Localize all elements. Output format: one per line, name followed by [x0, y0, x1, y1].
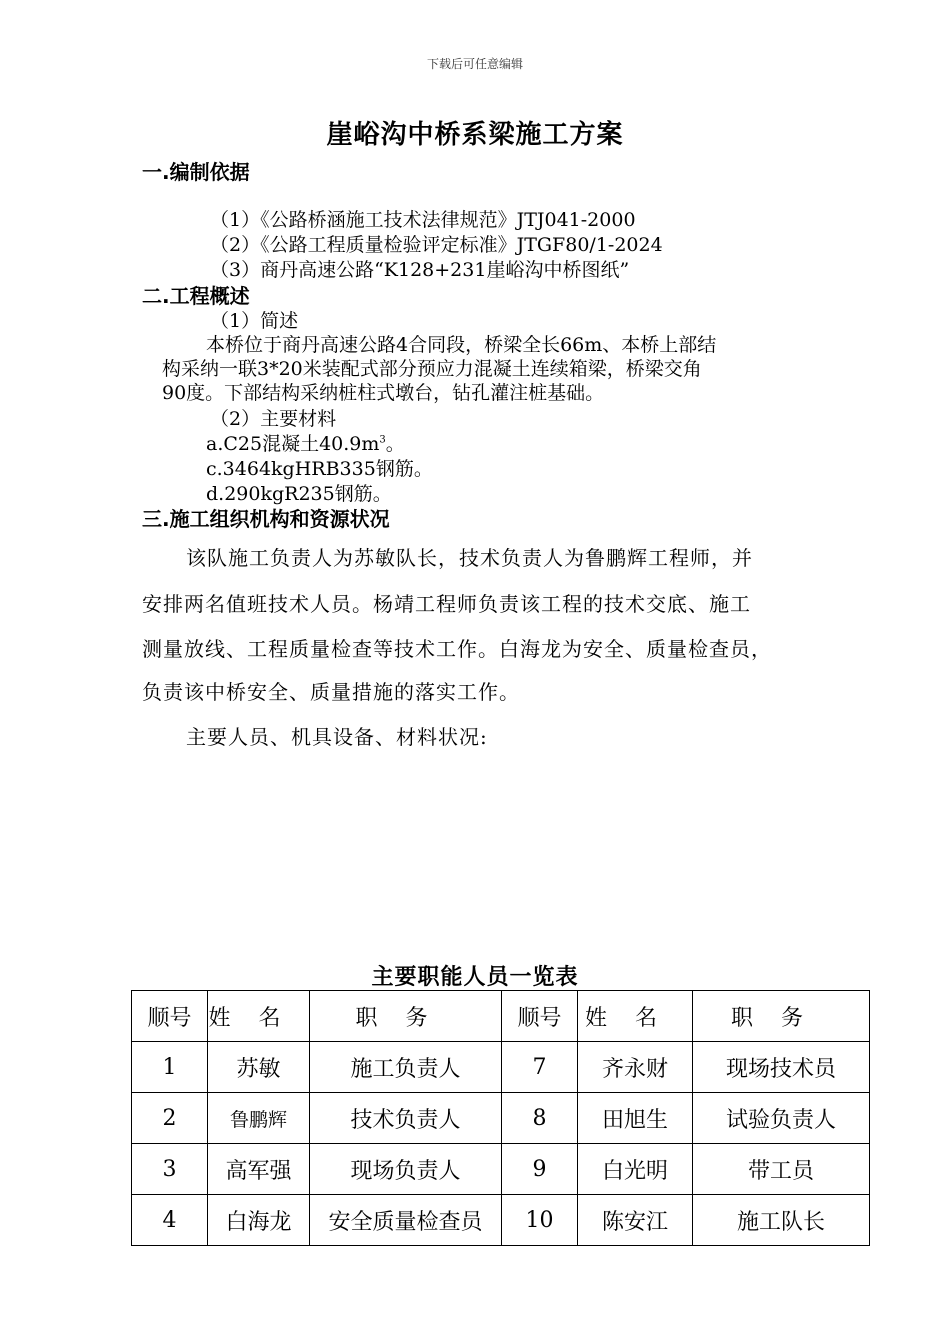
table-cell: 齐永财 [578, 1042, 693, 1093]
table-cell: 陈安江 [578, 1195, 693, 1246]
header-cell: 姓名 [578, 991, 693, 1042]
table-cell: 9 [502, 1144, 578, 1195]
section-heading-organization: 三.施工组织机构和资源状况 [142, 507, 390, 531]
table-cell: 高军强 [208, 1144, 310, 1195]
materials-subheading: （2）主要材料 [210, 408, 337, 430]
table-cell: 2 [132, 1093, 208, 1144]
table-cell: 现场负责人 [310, 1144, 502, 1195]
table-cell: 鲁鹏辉 [208, 1093, 310, 1144]
table-cell: 苏敏 [208, 1042, 310, 1093]
table-cell: 4 [132, 1195, 208, 1246]
basis-item: （2）《公路工程质量检验评定标准》JTGF80/1-2024 [210, 234, 663, 256]
header-cell: 姓名 [208, 991, 310, 1042]
staff-table-title: 主要职能人员一览表 [371, 964, 579, 990]
table-cell: 1 [132, 1042, 208, 1093]
header-cell: 职务 [310, 991, 502, 1042]
table-cell: 带工员 [693, 1144, 870, 1195]
header-cell: 顺号 [132, 991, 208, 1042]
resources-intro: 主要人员、机具设备、材料状况: [186, 725, 488, 749]
table-cell: 3 [132, 1144, 208, 1195]
table-cell: 田旭生 [578, 1093, 693, 1144]
staff-table [131, 990, 870, 1246]
table-cell: 白光明 [578, 1144, 693, 1195]
table-cell: 施工队长 [693, 1195, 870, 1246]
material-item-c: c.3464kgHRB335钢筋。 [206, 458, 433, 480]
organization-paragraph-line: 测量放线、工程质量检查等技术工作。白海龙为安全、质量检查员， [142, 637, 772, 661]
header-cell: 顺号 [502, 991, 578, 1042]
table-cell: 施工负责人 [310, 1042, 502, 1093]
table-row [132, 1042, 870, 1093]
organization-paragraph-line: 负责该中桥安全、质量措施的落实工作。 [142, 680, 520, 704]
section-heading-basis: 一.编制依据 [142, 160, 250, 184]
material-item-a: a.C25混凝土$40.9m^3$。 [206, 433, 405, 455]
table-row [132, 1144, 870, 1195]
document-title: 崖峪沟中桥系梁施工方案 [326, 120, 624, 150]
organization-paragraph-line: 该队施工负责人为苏敏队长，技术负责人为鲁鹏辉工程师，并 [186, 546, 753, 570]
page-header-note: 下载后可任意编辑 [426, 57, 523, 71]
header-cell: 职务 [693, 991, 870, 1042]
table-cell: 7 [502, 1042, 578, 1093]
basis-item: （3）商丹高速公路“K128+231崖峪沟中桥图纸” [210, 259, 630, 281]
organization-paragraph-line: 安排两名值班技术人员。杨靖工程师负责该工程的技术交底、施工 [142, 592, 751, 616]
overview-desc-line: 90度。下部结构采纳桩柱式墩台，钻孔灌注桩基础。 [162, 382, 605, 404]
material-item-d: d.290kgR235钢筋。 [206, 483, 392, 505]
table-cell: 试验负责人 [693, 1093, 870, 1144]
table-cell: 安全质量检查员 [310, 1195, 502, 1246]
section-heading-overview: 二.工程概述 [142, 284, 250, 308]
overview-desc-line: 本桥位于商丹高速公路4合同段，桥梁全长66m、本桥上部结 [206, 334, 717, 356]
overview-desc-line: 构采纳一联3*20米装配式部分预应力混凝土连续箱梁，桥梁交角 [162, 358, 702, 380]
table-row [132, 1093, 870, 1144]
table-row [132, 1195, 870, 1246]
table-header-row [132, 991, 870, 1042]
table-cell: 现场技术员 [693, 1042, 870, 1093]
table-cell: 白海龙 [208, 1195, 310, 1246]
overview-subheading: （1）简述 [210, 310, 299, 332]
table-cell: 10 [502, 1195, 578, 1246]
basis-item: （1）《公路桥涵施工技术法律规范》JTJ041-2000 [210, 209, 636, 231]
table-cell: 8 [502, 1093, 578, 1144]
table-cell: 技术负责人 [310, 1093, 502, 1144]
